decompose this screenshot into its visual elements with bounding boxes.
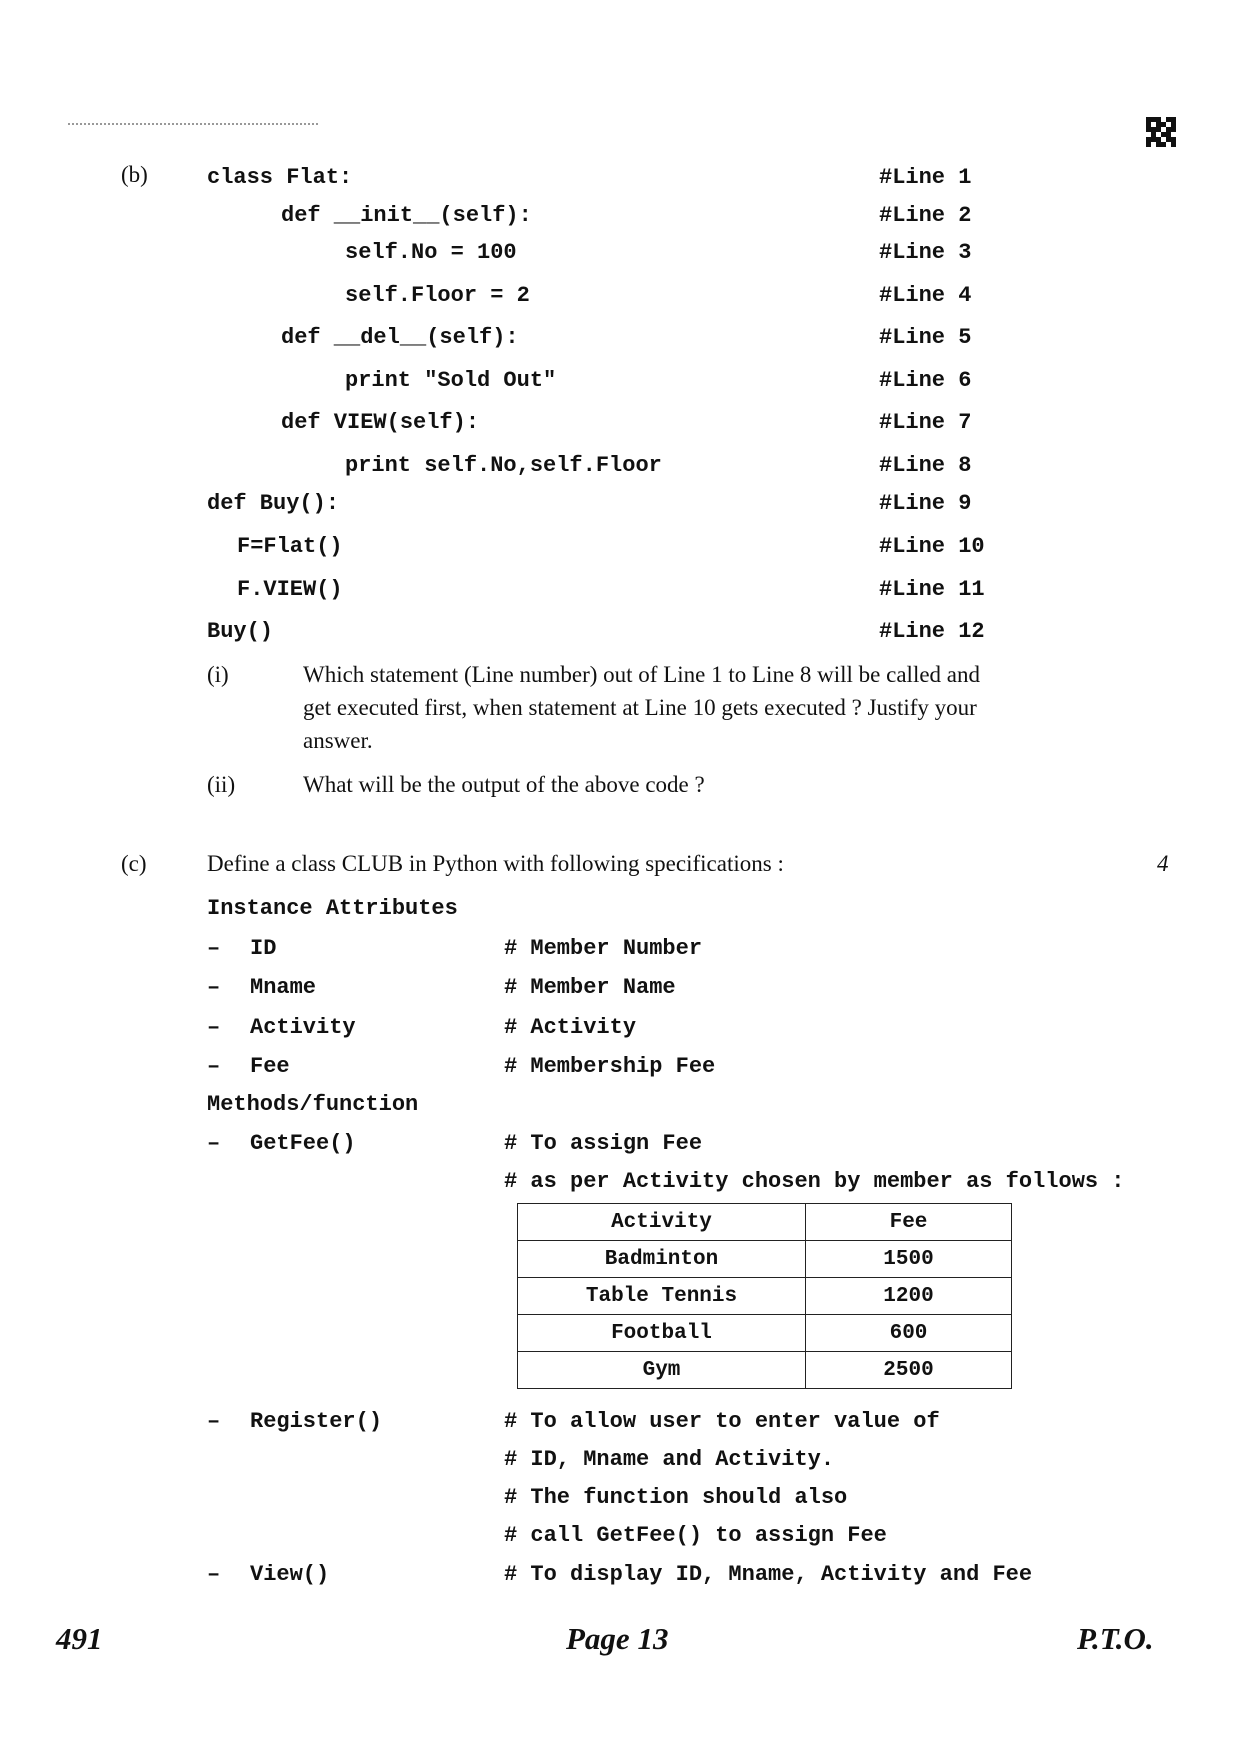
question-ii-label: (ii): [207, 772, 236, 797]
line-tag: #Line 11: [879, 577, 985, 602]
attribute-comment: # Member Number: [504, 936, 703, 961]
code-line: print "Sold Out": [345, 368, 557, 393]
question-i-text: get executed first, when statement at Line 10 gets executed ? Justify your: [303, 695, 977, 720]
method-comment: # The function should also: [504, 1485, 848, 1510]
line-tag: #Line 12: [879, 619, 985, 644]
code-line: def __init__(self):: [281, 203, 532, 228]
pto-label: P.T.O.: [1077, 1621, 1154, 1656]
method-name: GetFee(): [250, 1131, 356, 1156]
code-line: class Flat:: [207, 165, 353, 190]
table-header-cell: Activity: [518, 1204, 806, 1241]
method-comment: # as per Activity chosen by member as follows :: [504, 1169, 1125, 1194]
attribute-comment: # Activity: [504, 1015, 637, 1040]
qr-code-icon: [1146, 117, 1176, 147]
table-cell: 2500: [806, 1352, 1012, 1389]
line-tag: #Line 8: [879, 453, 972, 478]
line-tag: #Line 9: [879, 491, 972, 516]
table-row: [518, 1315, 1012, 1352]
code-line: print self.No,self.Floor: [345, 453, 662, 478]
methods-heading: Methods/function: [207, 1092, 419, 1117]
code-line: F=Flat(): [237, 534, 343, 559]
section-b-label: (b): [121, 162, 148, 187]
table-row: [518, 1352, 1012, 1389]
bullet-dash: –: [207, 1015, 221, 1040]
section-c-label: (c): [121, 851, 147, 876]
attribute-name: ID: [250, 936, 277, 961]
attribute-name: Mname: [250, 975, 317, 1000]
question-i-text: answer.: [303, 728, 373, 753]
method-name: View(): [250, 1562, 330, 1587]
method-comment: # call GetFee() to assign Fee: [504, 1523, 887, 1548]
code-line: def VIEW(self):: [281, 410, 480, 435]
page-number: Page 13: [566, 1621, 669, 1656]
code-line: self.No = 100: [345, 240, 517, 265]
attribute-name: Activity: [250, 1015, 356, 1040]
method-name: Register(): [250, 1409, 383, 1434]
header-dotted-rule: [68, 123, 318, 125]
bullet-dash: –: [207, 975, 221, 1000]
code-line: def Buy():: [207, 491, 340, 516]
bullet-dash: –: [207, 1562, 221, 1587]
fee-table: [517, 1203, 1012, 1389]
question-i-text: Which statement (Line number) out of Line 1 to Line 8 will be called and: [303, 662, 981, 687]
table-row: [518, 1278, 1012, 1315]
table-cell: 600: [806, 1315, 1012, 1352]
code-line: F.VIEW(): [237, 577, 343, 602]
paper-code: 491: [56, 1621, 103, 1656]
question-i-label: (i): [207, 662, 229, 687]
table-cell: Badminton: [518, 1241, 806, 1278]
line-tag: #Line 1: [879, 165, 972, 190]
table-cell: Football: [518, 1315, 806, 1352]
attributes-heading: Instance Attributes: [207, 896, 458, 921]
table-header-cell: Fee: [806, 1204, 1012, 1241]
line-tag: #Line 7: [879, 410, 972, 435]
table-header-row: [518, 1204, 1012, 1241]
bullet-dash: –: [207, 936, 221, 961]
method-comment: # To display ID, Mname, Activity and Fee: [504, 1562, 1033, 1587]
table-cell: Table Tennis: [518, 1278, 806, 1315]
attribute-comment: # Membership Fee: [504, 1054, 716, 1079]
marks: 4: [1157, 851, 1169, 876]
code-line: Buy(): [207, 619, 274, 644]
method-comment: # To assign Fee: [504, 1131, 703, 1156]
table-cell: Gym: [518, 1352, 806, 1389]
line-tag: #Line 4: [879, 283, 972, 308]
method-comment: # ID, Mname and Activity.: [504, 1447, 835, 1472]
code-line: self.Floor = 2: [345, 283, 530, 308]
section-c-intro: Define a class CLUB in Python with following specifications :: [207, 851, 784, 876]
bullet-dash: –: [207, 1054, 221, 1079]
line-tag: #Line 5: [879, 325, 972, 350]
bullet-dash: –: [207, 1409, 221, 1434]
question-ii-text: What will be the output of the above code ?: [303, 772, 705, 797]
line-tag: #Line 2: [879, 203, 972, 228]
line-tag: #Line 6: [879, 368, 972, 393]
table-row: [518, 1241, 1012, 1278]
bullet-dash: –: [207, 1131, 221, 1156]
method-comment: # To allow user to enter value of: [504, 1409, 940, 1434]
attribute-comment: # Member Name: [504, 975, 676, 1000]
line-tag: #Line 10: [879, 534, 985, 559]
attribute-name: Fee: [250, 1054, 290, 1079]
line-tag: #Line 3: [879, 240, 972, 265]
table-cell: 1200: [806, 1278, 1012, 1315]
table-cell: 1500: [806, 1241, 1012, 1278]
code-line: def __del__(self):: [281, 325, 519, 350]
